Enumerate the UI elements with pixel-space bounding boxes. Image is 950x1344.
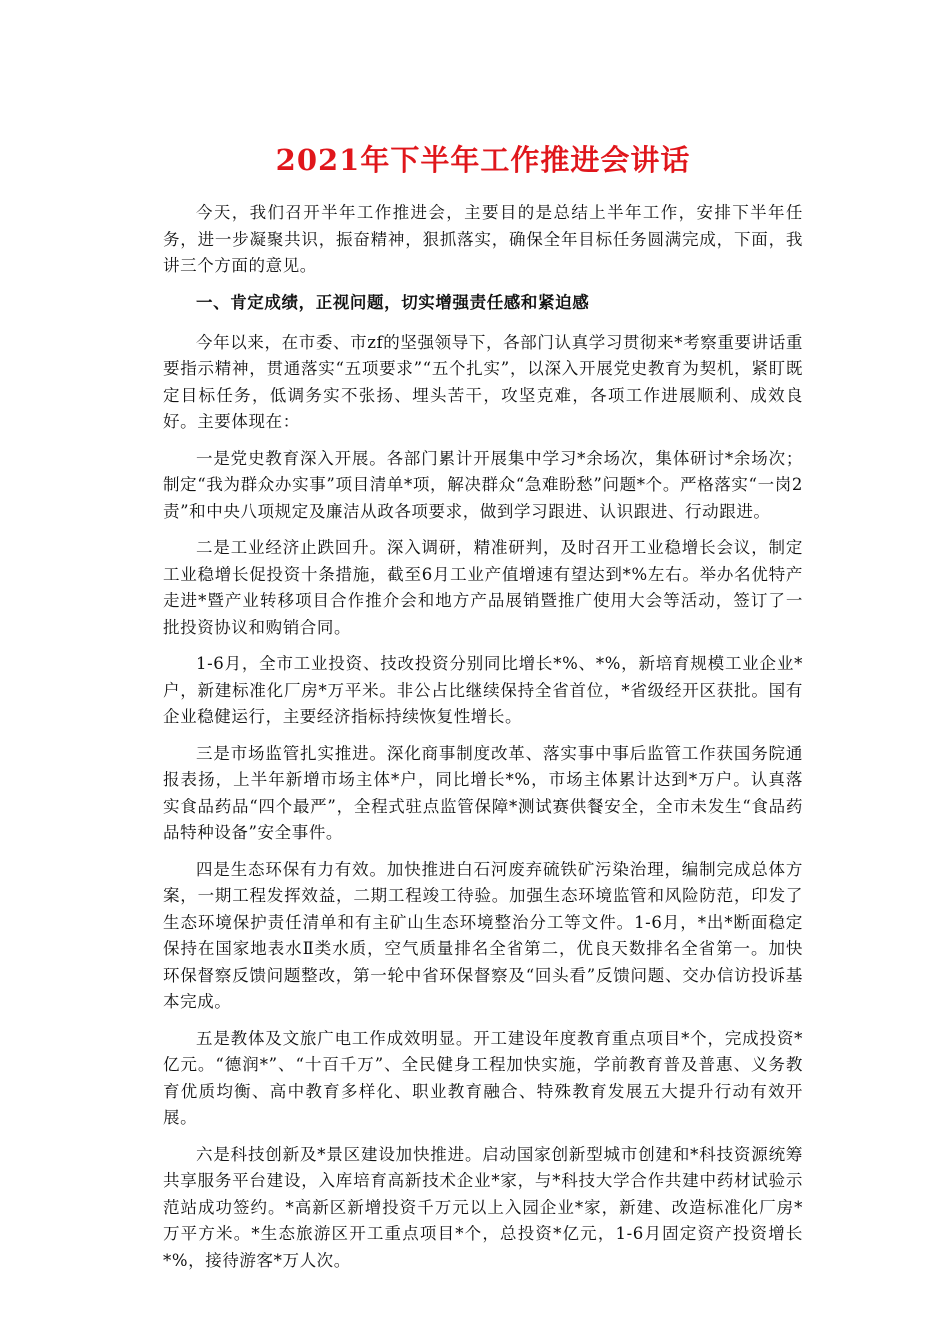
paragraph-ecology: 四是生态环保有力有效。加快推进白石河废弃硫铁矿污染治理，编制完成总体方案，一期工程发挥效益，二期工程竣工待验。加强生态环境监管和风险防范，印发了生态环境保护责任清单和有主矿山生态环境整治分工等文件。1-6月，*出*断面稳定保持在国家地表水Ⅱ类水质，空气质量排名全省第二，优良天数排名全省第一。加快环保督察反馈问题整改，第一轮中省环保督察及“回头看”反馈问题、交办信访投诉基本完成。: [163, 859, 803, 1011]
paragraph-party-history: 一是党史教育深入开展。各部门累计开展集中学习*余场次，集体研讨*余场次；制定“我为群众办实事”项目清单*项，解决群众“急难盼愁”问题*个。严格落实“一岗2责”和中央八项规定及廉洁从政各项要求，做到学习跟进、认识跟进、行动跟进。: [163, 448, 803, 521]
paragraph-education-culture: 五是教体及文旅广电工作成效明显。开工建设年度教育重点项目*个，完成投资*亿元。“德润*”、“十百千万”、全民健身工程加快实施，学前教育普及普惠、义务教育优质均衡、高中教育多样化、职业教育融合、特殊教育发展五大提升行动有效开展。: [163, 1028, 803, 1127]
document-page: [163, 138, 803, 1284]
document-title: 2021年下半年工作推进会讲话: [275, 143, 691, 177]
paragraph-technology: 六是科技创新及*景区建设加快推进。启动国家创新型城市创建和*科技资源统筹共享服务平台建设，入库培育高新技术企业*家，与*科技大学合作共建中药材试验示范站成功签约。*高新区新增投资千万元以上入园企业*家，新建、改造标准化厂房*万平方米。*生态旅游区开工重点项目*个，总投资*亿元，1-6月固定资产投资增长*%，接待游客*万人次。: [163, 1144, 803, 1270]
paragraph-overview: 今年以来，在市委、市zf的坚强领导下，各部门认真学习贯彻来*考察重要讲话重要指示精神，贯通落实“五项要求”“五个扎实”，以深入开展党史教育为契机，紧盯既定目标任务，低调务实不张扬、埋头苦干，攻坚克难，各项工作进展顺利、成效良好。主要体现在：: [163, 332, 803, 431]
paragraph-market-supervision: 三是市场监管扎实推进。深化商事制度改革、落实事中事后监管工作获国务院通报表扬，上半年新增市场主体*户，同比增长*%，市场主体累计达到*万户。认真落实食品药品“四个最严”，全程式驻点监管保障*测试赛供餐安全，全市未发生“食品药品特种设备”安全事件。: [163, 743, 803, 842]
paragraph-investment: 1-6月，全市工业投资、技改投资分别同比增长*%、*%，新培育规模工业企业*户，新建标准化厂房*万平米。非公占比继续保持全省首位，*省级经开区获批。国有企业稳健运行，主要经济指标持续恢复性增长。: [163, 654, 803, 726]
paragraph-industry: 二是工业经济止跌回升。深入调研，精准研判，及时召开工业稳增长会议，制定工业稳增长促投资十条措施，截至6月工业产值增速有望达到*%左右。举办名优特产走进*暨产业转移项目合作推介会和地方产品展销暨推广使用大会等活动，签订了一批投资协议和购销合同。: [163, 538, 803, 637]
paragraph-intro: 今天，我们召开半年工作推进会，主要目的是总结上半年工作，安排下半年任务，进一步凝聚共识，振奋精神，狠抓落实，确保全年目标任务圆满完成，下面，我讲三个方面的意见。: [163, 203, 803, 275]
section-heading-1: 一、肯定成绩，正视问题，切实增强责任感和紧迫感: [196, 292, 590, 312]
